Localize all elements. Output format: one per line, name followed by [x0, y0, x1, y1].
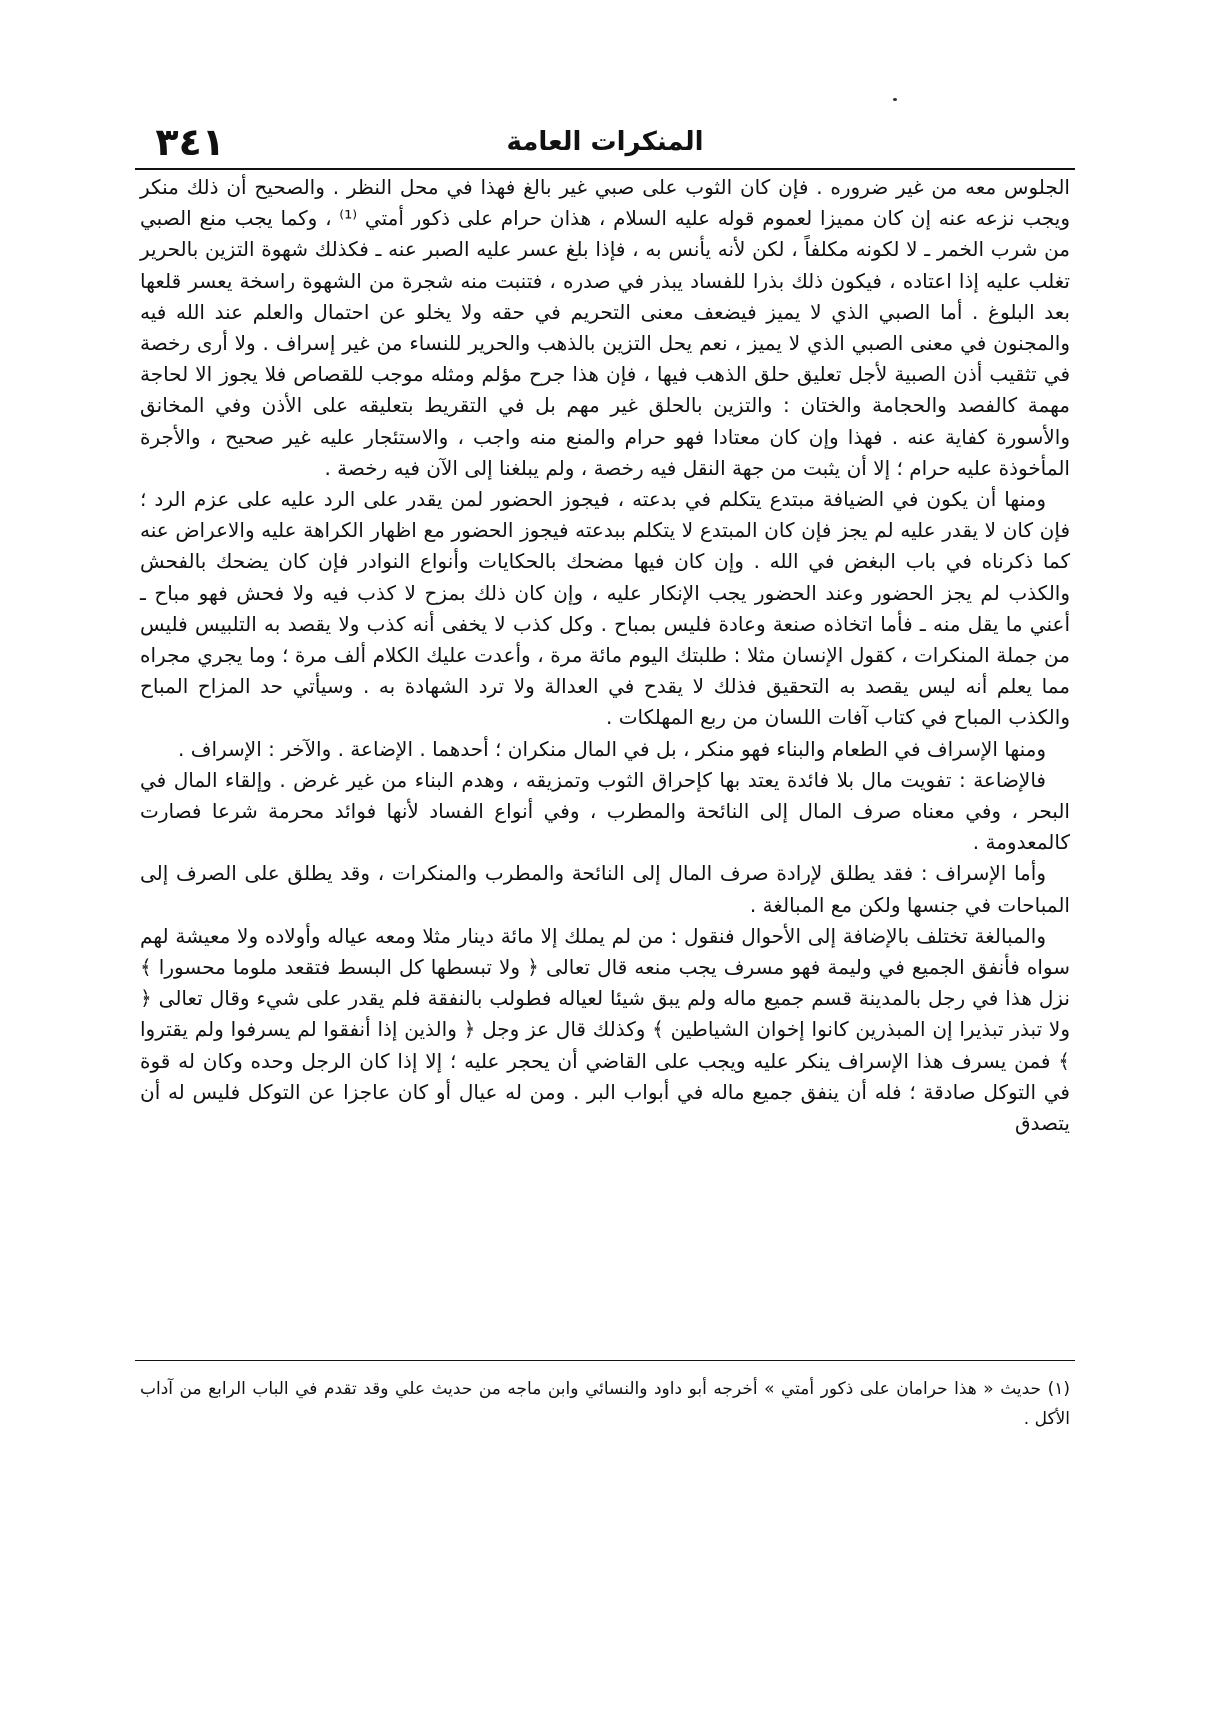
main-text: [140, 172, 1070, 1139]
paragraph-waste: فالإضاعة : تفويت مال بلا فائدة يعتد بها كإحراق الثوب وتمزيقه ، وهدم البناء من غير غرض . وإلقاء المال في البحر ، وفي معناه صرف المال إلى النائحة والمطرب ، وفي أنواع الفساد لأنها فوائد محرمة شرعا فصارت كالمعدومة .: [140, 767, 1070, 855]
running-title: المنكرات العامة: [506, 127, 704, 157]
page-number: ٣٤١: [155, 120, 225, 164]
footnote: (١) حديث « هذا حرامان على ذكور أمتي » أخرجه أبو داود والنسائي وابن ماجه من حديث علي وقد تقدم في الباب الرابع من آداب الأكل .: [140, 1379, 1070, 1429]
header-rule: [135, 168, 1075, 170]
paragraph-extravagance: ومنها الإسراف في الطعام والبناء فهو منكر ، بل في المال منكران ؛ أحدهما . الإضاعة . والآخر : الإسراف .: [178, 736, 1046, 761]
paragraph-exaggeration: والمبالغة تختلف بالإضافة إلى الأحوال فنقول : من لم يملك إلا مائة دينار مثلا ومعه عياله وأولاده ولا معيشة لهم سواه فأنفق الجميع في وليمة فهو مسرف يجب منعه قال تعالى ﴿ ولا تبسطها كل البسط فتقعد ملوما محسورا ﴾ نزل هذا في رجل بالمدينة قسم جميع ماله ولم يبق شيئا لعياله فطولب بالنفقة فلم يقدر على شيء وقال تعالى ﴿ ولا تبذر تبذيرا إن المبذرين كانوا إخوان الشياطين ﴾ وكذلك قال عز وجل ﴿ والذين إذا أنفقوا لم يسرفوا ولم يقتروا ﴾ فمن يسرف هذا الإسراف ينكر عليه ويجب على القاضي أن يحجر عليه ؛ إلا إذا كان الرجل وحده وكان له قوة في التوكل صادقة ؛ فله أن ينفق جميع ماله في أبواب البر . ومن له عيال أو كان عاجزا عن التوكل فليس له أن يتصدق: [140, 923, 1070, 1136]
page-header: [135, 117, 1075, 167]
paragraph-israf-definition: وأما الإسراف : فقد يطلق لإرادة صرف المال إلى النائحة والمطرب والمنكرات ، وقد يطلق على الصرف إلى المباحات في جنسها ولكن مع المبالغة .: [140, 861, 1070, 917]
paragraph-innovator-and-jester: ومنها أن يكون في الضيافة مبتدع يتكلم في بدعته ، فيجوز الحضور لمن يقدر على الرد عليه على عزم الرد ؛ فإن كان لا يقدر عليه لم يجز فإن كان المبتدع لا يتكلم ببدعته فيجوز الحضور مع اظهار الكراهة عليه والاعراض عنه كما ذكرناه في باب البغض في الله . وإن كان فيها مضحك بالحكايات وأنواع النوادر فإن كان يضحك بالفحش والكذب لم يجز الحضور وعند الحضور يجب الإنكار عليه ، وإن كان ذلك بمزح لا كذب فيه ولا فحش فهو مباح ـ أعني ما يقل منه ـ فأما اتخاذه صنعة وعادة فليس بمباح . وكل كذب لا يخفى أنه كذب ولا يقصد به التلبيس فليس من جملة المنكرات ، كقول الإنسان مثلا : طلبتك اليوم مائة مرة ، وأعدت عليك الكلام ألف مرة ؛ وما يجري مجراه مما يعلم أنه ليس يقصد به التحقيق فذلك لا يقدح في العدالة ولا ترد الشهادة به . وسيأتي حد المزاح المباح والكذب المباح في كتاب آفات اللسان من ربع المهلكات .: [140, 487, 1070, 730]
footnote-rule: [135, 1360, 1075, 1361]
paragraph-silk-for-boys: الجلوس معه من غير ضروره . فإن كان الثوب على صبي غير بالغ فهذا في محل النظر . والصحيح أن ذلك منكر ويجب نزعه عنه إن كان مميزا لعموم قوله عليه السلام ، هذان حرام على ذكور أمتي ⁽¹⁾ ، وكما يجب منع الصبي من شرب الخمر ـ لا لكونه مكلفاً ، لكن لأنه يأنس به ، فإذا بلغ عسر عليه الصبر عنه ـ فكذلك شهوة التزين بالحرير تغلب عليه إذا اعتاده ، فيكون ذلك بذرا للفساد يبذر في صدره ، فتنبت منه شجرة من الشهوة راسخة يعسر قلعها بعد البلوغ . أما الصبي الذي لا يميز فيضعف معنى التحريم في حقه ولا يخلو عن احتمال والعلم عند الله فيه والمجنون في معنى الصبي الذي لا يميز ، نعم يحل التزين بالذهب والحرير للنساء من غير إسراف . ولا أرى رخصة في تثقيب أذن الصبية لأجل تعليق حلق الذهب فيها ، فإن هذا جرح مؤلم ومثله موجب للقصاص فلا يجوز الا لحاجة مهمة كالفصد والحجامة والختان : والتزين بالحلق غير مهم بل في التقريط بتعليقه على الأذن وفي المخانق والأسورة كفاية عنه . فهذا وإن كان معتادا فهو حرام والمنع منه واجب ، والاستئجار عليه غير صحيح ، والأجرة المأخوذة عليه حرام ؛ إلا أن يثبت من جهة النقل فيه رخصة ، ولم يبلغنا إلى الآن فيه رخصة .: [140, 175, 1070, 480]
ink-speck: [893, 98, 897, 101]
